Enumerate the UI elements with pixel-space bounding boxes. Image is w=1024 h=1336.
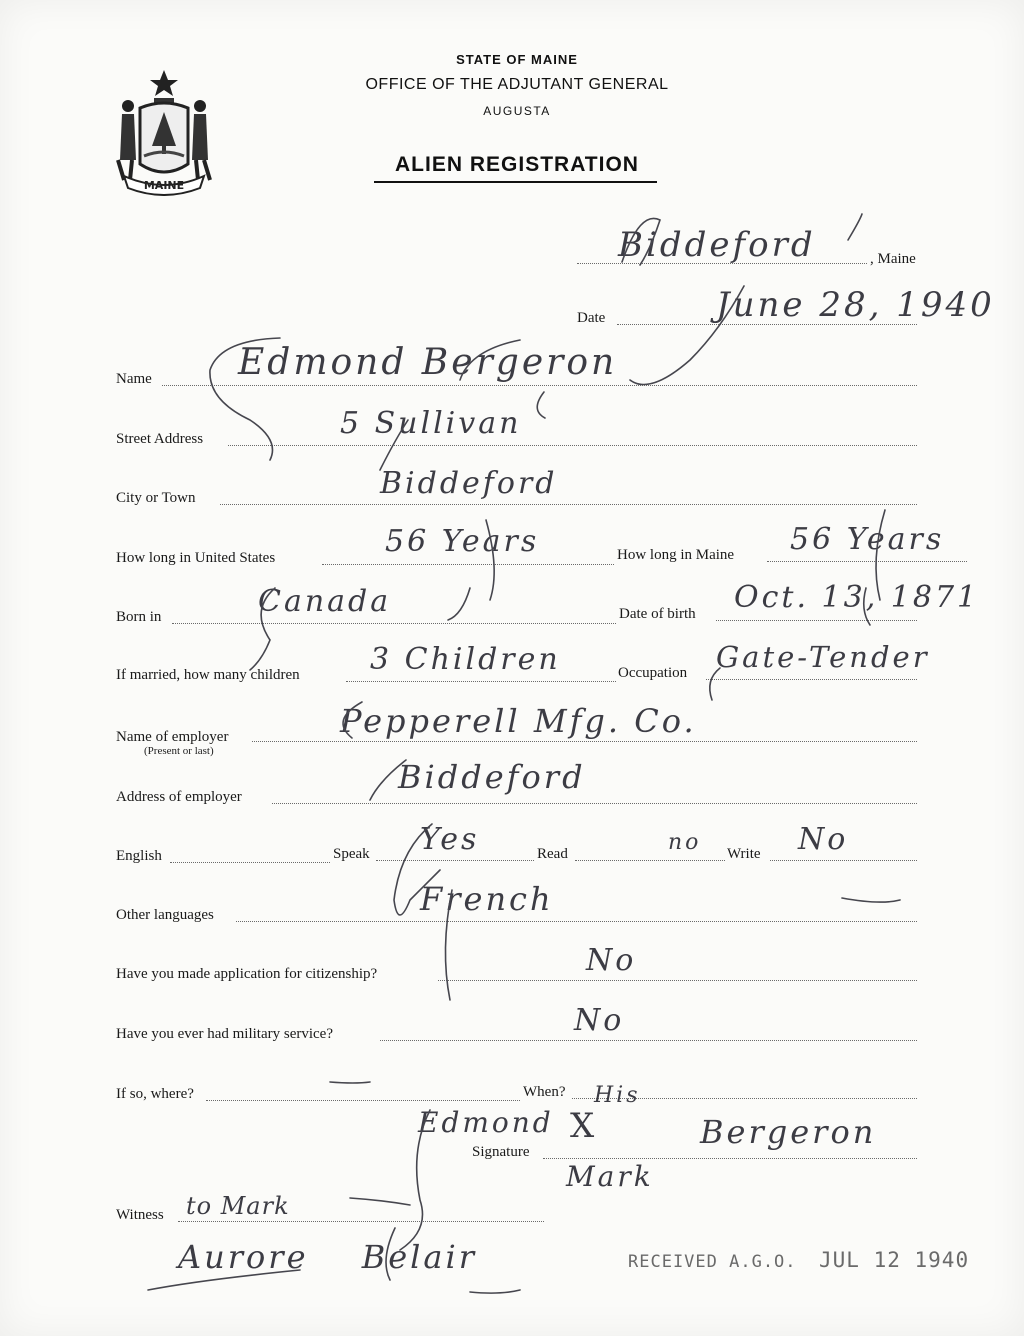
- speak-value: Yes: [420, 822, 480, 857]
- other-languages-label: Other languages: [116, 907, 214, 923]
- signature-label: Signature: [472, 1144, 530, 1160]
- city-label: City or Town: [116, 490, 196, 506]
- witness-signature: Aurore Belair: [178, 1238, 477, 1276]
- city-heading: AUGUSTA: [483, 104, 551, 118]
- when-label: When?: [523, 1084, 566, 1100]
- citizenship-value: No: [586, 943, 637, 978]
- signature-first-name: Edmond: [418, 1106, 554, 1139]
- received-stamp: [628, 1248, 969, 1272]
- employer-address-value: Biddeford: [398, 758, 586, 796]
- signature-his: His: [594, 1083, 641, 1108]
- street-label: Street Address: [116, 431, 204, 447]
- employer-label: Name of employer: [116, 729, 229, 745]
- employer-address-label: Address of employer: [116, 789, 242, 805]
- speak-label: Speak: [333, 846, 370, 862]
- speak-line: [376, 860, 534, 861]
- employer-line: [252, 741, 917, 742]
- occupation-label: Occupation: [618, 665, 688, 681]
- witness-line: [178, 1221, 544, 1222]
- witness-to-mark: to Mark: [186, 1192, 290, 1220]
- military-line: [380, 1040, 917, 1041]
- if-so-where-label: If so, where?: [116, 1086, 194, 1102]
- how-long-us-line: [322, 564, 614, 565]
- svg-text:MAINE: MAINE: [143, 179, 185, 192]
- read-line: [575, 860, 725, 861]
- form-title: ALIEN REGISTRATION: [395, 153, 639, 176]
- date-value: June 28, 1940: [716, 285, 995, 325]
- occupation-value: Gate-Tender: [716, 640, 930, 674]
- how-long-maine-line: [767, 561, 967, 562]
- date-of-birth-line: [716, 620, 917, 621]
- english-label: English: [116, 848, 162, 864]
- citizenship-label: Have you made application for citizenship?: [116, 966, 378, 982]
- children-label: If married, how many children: [116, 667, 300, 683]
- date-of-birth-value: Oct. 13, 1871: [734, 580, 980, 615]
- occupation-line: [706, 679, 917, 680]
- street-line: [228, 445, 917, 446]
- how-long-maine-value: 56 Years: [790, 522, 945, 557]
- city-line: [220, 504, 917, 505]
- title-underline: [374, 181, 657, 183]
- state-heading: STATE OF MAINE: [456, 52, 578, 67]
- born-in-value: Canada: [258, 584, 392, 619]
- witness-label: Witness: [116, 1207, 164, 1223]
- write-value: No: [798, 822, 849, 857]
- name-label: Name: [116, 371, 152, 387]
- children-value: 3 Children: [370, 642, 561, 677]
- how-long-us-label: How long in United States: [116, 550, 276, 566]
- read-value: no: [668, 830, 702, 855]
- how-long-maine-label: How long in Maine: [617, 547, 735, 563]
- street-value: 5 Sullivan: [340, 406, 522, 441]
- name-line: [162, 385, 917, 386]
- read-label: Read: [537, 846, 568, 862]
- born-in-line: [172, 623, 616, 624]
- signature-mark: Mark: [566, 1160, 654, 1193]
- english-line: [170, 862, 330, 863]
- how-long-us-value: 56 Years: [385, 524, 540, 559]
- employer-value: Pepperell Mfg. Co.: [340, 702, 697, 740]
- children-line: [346, 681, 616, 682]
- signature-line: [543, 1158, 917, 1159]
- city-value: Biddeford: [380, 466, 558, 501]
- military-label: Have you ever had military service?: [116, 1026, 333, 1042]
- date-label: Date: [577, 310, 606, 326]
- employer-sublabel: (Present or last): [144, 745, 214, 757]
- military-value: No: [574, 1003, 625, 1038]
- citizenship-line: [438, 980, 917, 981]
- if-so-where-line: [206, 1100, 520, 1101]
- write-line: [770, 860, 917, 861]
- town-value: Biddeford: [618, 225, 816, 265]
- stamp-date: JUL 12 1940: [819, 1248, 970, 1272]
- stamp-text: RECEIVED A.G.O.: [628, 1252, 797, 1272]
- born-in-label: Born in: [116, 609, 162, 625]
- write-label: Write: [727, 846, 761, 862]
- maine-label: , Maine: [870, 251, 916, 267]
- signature-last-name: Bergeron: [700, 1113, 877, 1151]
- name-value: Edmond Bergeron: [238, 342, 618, 383]
- other-languages-value: French: [420, 880, 554, 918]
- other-languages-line: [236, 921, 917, 922]
- employer-address-line: [272, 803, 917, 804]
- date-of-birth-label: Date of birth: [619, 606, 696, 622]
- office-heading: OFFICE OF THE ADJUTANT GENERAL: [365, 76, 669, 93]
- signature-mark-cross: X: [570, 1106, 598, 1146]
